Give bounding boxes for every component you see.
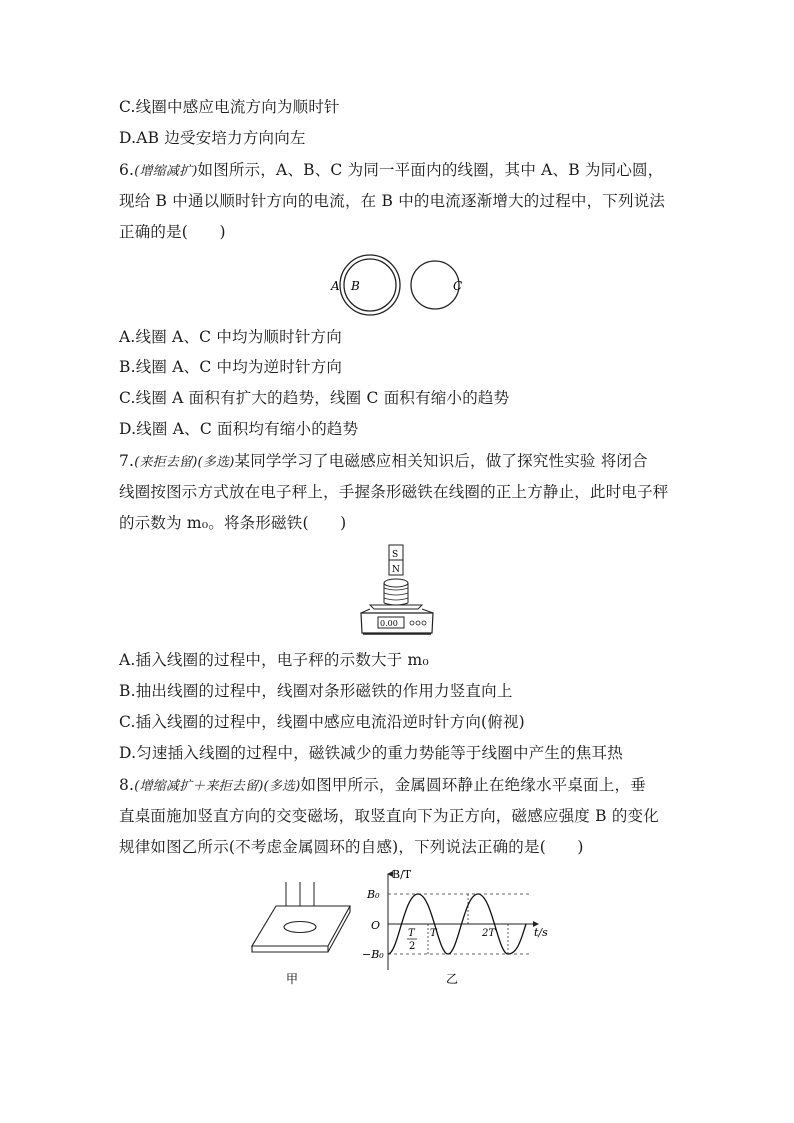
label-b: B <box>351 279 360 293</box>
question-6-line-3: 正确的是( ) <box>119 223 226 241</box>
question-tag: (来拒去留)(多选) <box>134 455 235 470</box>
magnet-n-label: N <box>392 565 400 575</box>
question-6-line-2: 现给 B 中通以顺时针方向的电流，在 B 中的电流逐渐增大的过程中，下列说法 <box>119 192 666 210</box>
question-tag: (增缩减扩＋来拒去留)(多选) <box>134 779 301 794</box>
b0-label: B₀ <box>367 888 380 901</box>
tick-t: T <box>430 928 437 939</box>
label-a: A <box>331 279 340 293</box>
option-6a: A.线圈 A、C 中均为顺时针方向 <box>119 328 342 346</box>
question-8-stem <box>119 775 679 797</box>
question-7-stem <box>119 451 679 473</box>
question-7-line-3: 的示数为 m₀。将条形磁铁( ) <box>119 514 347 532</box>
coil-c <box>411 261 459 309</box>
figure-yi-graph <box>362 866 560 988</box>
x-axis-label: t/s <box>534 926 548 939</box>
question-8-line-2: 直桌面施加竖直方向的交变磁场，取竖直向下为正方向，磁感应强度 B 的变化 <box>119 807 659 825</box>
coil-diagram <box>325 253 470 317</box>
tick-2t: 2T <box>482 928 496 939</box>
tick-half-t-den: 2 <box>409 941 416 952</box>
question-number: 7. <box>119 452 135 470</box>
coil <box>384 579 408 587</box>
question-number: 6. <box>119 161 135 179</box>
question-text: 某同学学习了电磁感应相关知识后，做了探究性实验 将闭合 <box>234 452 648 470</box>
scale-magnet-diagram <box>356 543 438 639</box>
question-tag: (增缩减扩) <box>134 164 198 179</box>
tick-half-t-num: T <box>408 928 415 939</box>
question-text: 如图所示，A、B、C 为同一平面内的线圈，其中 A、B 为同心圆， <box>197 161 664 179</box>
scale-readout: 0.00 <box>380 619 398 628</box>
option-7a: A.插入线圈的过程中，电子秤的示数大于 m₀ <box>119 651 429 669</box>
option-6d: D.线圈 A、C 面积均有缩小的趋势 <box>119 420 359 438</box>
label-c: C <box>453 279 463 293</box>
figure-jia <box>248 880 354 988</box>
question-7-line-2: 线圈按图示方式放在电子秤上，手握条形磁铁在线圈的正上方静止，此时电子秤 <box>119 483 669 501</box>
scale-pan <box>370 605 422 609</box>
question-text: 如图甲所示，金属圆环静止在绝缘水平桌面上，垂 <box>300 776 646 794</box>
coil-a <box>340 255 400 315</box>
question-number: 8. <box>119 776 135 794</box>
magnet-s-label: S <box>392 550 399 560</box>
origin-label: O <box>371 919 381 932</box>
figure-caption: 甲 <box>286 972 299 986</box>
option-7d: D.匀速插入线圈的过程中，磁铁减少的重力势能等于线圈中产生的焦耳热 <box>119 744 623 762</box>
question-6-stem <box>119 160 679 182</box>
figure-caption: 乙 <box>446 972 459 986</box>
metal-ring <box>284 922 316 933</box>
option-6b: B.线圈 A、C 中均为逆时针方向 <box>119 358 343 376</box>
option-7c: C.插入线圈的过程中，线圈中感应电流沿逆时针方向(俯视) <box>119 713 525 731</box>
question-8-line-3: 规律如图乙所示(不考虑金属圆环的自感)，下列说法正确的是( ) <box>119 838 584 856</box>
option-6d-prev: D.AB 边受安培力方向向左 <box>119 129 306 147</box>
option-6c-prev: C.线圈中感应电流方向为顺时针 <box>119 98 340 116</box>
y-axis-label: B/T <box>392 868 412 881</box>
option-6c: C.线圈 A 面积有扩大的趋势，线圈 C 面积有缩小的趋势 <box>119 389 510 407</box>
option-7b: B.抽出线圈的过程中，线圈对条形磁铁的作用力竖直向上 <box>119 682 513 700</box>
neg-b0-label: −B₀ <box>362 948 384 961</box>
